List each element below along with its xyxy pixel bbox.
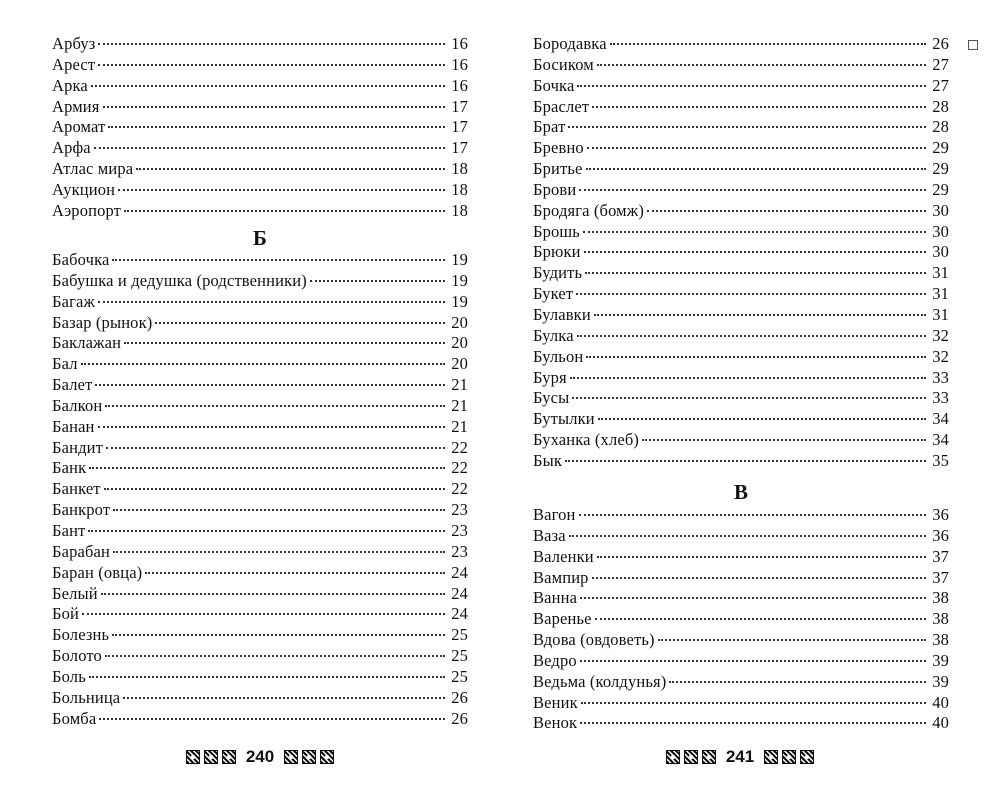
dot-leader <box>118 189 445 191</box>
index-entry <box>52 159 468 180</box>
index-entry <box>52 604 468 625</box>
dot-leader <box>577 335 926 337</box>
entry-term: Букет <box>533 284 574 304</box>
entry-page-number: 36 <box>932 525 949 545</box>
dot-leader <box>594 314 926 316</box>
dot-leader <box>586 356 926 358</box>
entry-page-number: 25 <box>451 666 468 686</box>
entry-page-number: 39 <box>932 671 949 691</box>
entry-term: Буханка (хлеб) <box>533 430 640 450</box>
entry-page-number: 17 <box>451 138 468 158</box>
entry-page-number: 33 <box>932 367 949 387</box>
index-entry <box>533 263 949 284</box>
entry-page-number: 29 <box>932 179 949 199</box>
index-entry <box>52 117 468 138</box>
entry-term: Венок <box>533 713 578 733</box>
entry-term: Боль <box>52 666 86 686</box>
entry-term: Вампир <box>533 567 589 587</box>
entry-page-number: 24 <box>451 562 468 582</box>
page-footer <box>170 745 350 769</box>
dot-leader <box>569 535 926 537</box>
index-entry <box>533 588 949 609</box>
dot-leader <box>592 106 926 108</box>
dot-leader <box>579 189 926 191</box>
dot-leader <box>580 722 926 724</box>
section-heading-b: Б <box>253 226 267 250</box>
entry-term: Болезнь <box>52 625 110 645</box>
entry-term: Босиком <box>533 54 594 74</box>
entry-page-number: 34 <box>932 430 949 450</box>
entry-term: Брат <box>533 117 566 137</box>
entry-page-number: 23 <box>451 541 468 561</box>
index-entry <box>52 250 468 271</box>
dot-leader <box>647 210 926 212</box>
index-entry <box>52 542 468 563</box>
entry-term: Ведьма (колдунья) <box>533 671 667 691</box>
entry-page-number: 22 <box>451 437 468 457</box>
corner-mark-icon <box>968 40 978 50</box>
ornament-icon <box>782 750 796 764</box>
entry-term: Буря <box>533 367 567 387</box>
entry-page-number: 27 <box>932 75 949 95</box>
index-entry <box>533 630 949 651</box>
entry-term: Бульон <box>533 346 584 366</box>
index-entry <box>52 646 468 667</box>
index-entry <box>52 438 468 459</box>
entry-page-number: 24 <box>451 583 468 603</box>
entry-page-number: 20 <box>451 354 468 374</box>
index-entry <box>52 500 468 521</box>
entry-term: Варенье <box>533 609 592 629</box>
index-entry <box>533 547 949 568</box>
index-entry <box>52 709 468 730</box>
entry-page-number: 36 <box>932 505 949 524</box>
index-entry <box>52 458 468 479</box>
entry-term: Булка <box>533 325 574 345</box>
entry-term: Бандит <box>52 437 103 457</box>
entry-page-number: 38 <box>932 609 949 629</box>
page-number: 240 <box>245 747 275 766</box>
ornament-icon <box>320 750 334 764</box>
entry-term: Бабушка и дедушка (родственники) <box>52 270 307 290</box>
dot-leader <box>98 301 445 303</box>
dot-leader <box>310 280 445 282</box>
dot-leader <box>586 168 926 170</box>
entry-term: Банан <box>52 416 95 436</box>
index-entry <box>52 55 468 76</box>
entry-page-number: 22 <box>451 479 468 499</box>
entry-term: Банкет <box>52 479 101 499</box>
dot-leader <box>587 147 926 149</box>
entry-page-number: 26 <box>451 687 468 707</box>
ornament-icon <box>702 750 716 764</box>
dot-leader <box>103 106 445 108</box>
dot-leader <box>106 447 445 449</box>
entry-page-number: 32 <box>932 325 949 345</box>
entry-page-number: 16 <box>451 34 468 53</box>
entry-term: Балкон <box>52 395 103 415</box>
entry-page-number: 23 <box>451 500 468 520</box>
entry-term: Будить <box>533 263 583 283</box>
entry-term: Арест <box>52 54 96 74</box>
dot-leader <box>576 293 926 295</box>
dot-leader <box>598 418 926 420</box>
index-entry <box>533 159 949 180</box>
dot-leader <box>579 514 926 516</box>
index-entry <box>533 138 949 159</box>
entry-term: Брошь <box>533 221 580 241</box>
entry-term: Вдова (овдоветь) <box>533 630 655 650</box>
ornament-icon <box>764 750 778 764</box>
dot-leader <box>585 272 926 274</box>
entry-term: Бочка <box>533 75 575 95</box>
entry-page-number: 34 <box>932 409 949 429</box>
entry-page-number: 30 <box>932 242 949 262</box>
entry-term: Бородавка <box>533 34 607 53</box>
index-entry <box>533 672 949 693</box>
dot-leader <box>580 597 926 599</box>
index-entry <box>533 76 949 97</box>
index-entry <box>533 347 949 368</box>
index-entry <box>52 271 468 292</box>
index-entry <box>52 584 468 605</box>
dot-leader <box>570 377 926 379</box>
dot-leader <box>112 259 445 261</box>
index-entry <box>52 625 468 646</box>
entry-term: Бой <box>52 604 80 624</box>
entry-page-number: 21 <box>451 375 468 395</box>
entry-page-number: 19 <box>451 270 468 290</box>
index-entry <box>533 609 949 630</box>
dot-leader <box>583 231 926 233</box>
entry-term: Аукцион <box>52 179 116 199</box>
entry-term: Арка <box>52 75 88 95</box>
entry-term: Браслет <box>533 96 590 116</box>
entry-term: Баран (овца) <box>52 562 143 582</box>
entry-term: Больница <box>52 687 121 707</box>
index-entry <box>52 688 468 709</box>
entry-term: Валенки <box>533 546 594 566</box>
index-list-b-section-cont <box>533 34 949 472</box>
entry-page-number: 37 <box>932 567 949 587</box>
entry-page-number: 38 <box>932 630 949 650</box>
index-entry <box>533 388 949 409</box>
dot-leader <box>81 363 445 365</box>
entry-page-number: 23 <box>451 520 468 540</box>
dot-leader <box>580 660 926 662</box>
dot-leader <box>98 426 445 428</box>
dot-leader <box>113 551 445 553</box>
entry-page-number: 37 <box>932 546 949 566</box>
entry-page-number: 29 <box>932 159 949 179</box>
entry-term: Бык <box>533 450 563 470</box>
index-entry <box>52 521 468 542</box>
entry-term: Аэропорт <box>52 200 122 220</box>
dot-leader <box>88 530 445 532</box>
entry-page-number: 28 <box>932 96 949 116</box>
dot-leader <box>658 639 926 641</box>
dot-leader <box>108 126 445 128</box>
entry-page-number: 40 <box>932 713 949 733</box>
index-entry <box>52 313 468 334</box>
entry-page-number: 18 <box>451 179 468 199</box>
dot-leader <box>105 405 445 407</box>
ornament-icon <box>284 750 298 764</box>
ornament-icon <box>186 750 200 764</box>
index-entry <box>533 430 949 451</box>
dot-leader <box>124 210 445 212</box>
entry-page-number: 21 <box>451 395 468 415</box>
index-entry <box>52 76 468 97</box>
ornament-icon <box>302 750 316 764</box>
index-entry <box>52 396 468 417</box>
entry-page-number: 31 <box>932 263 949 283</box>
index-entry <box>52 375 468 396</box>
entry-page-number: 30 <box>932 221 949 241</box>
index-entry <box>533 180 949 201</box>
entry-page-number: 25 <box>451 646 468 666</box>
entry-term: Брюки <box>533 242 581 262</box>
entry-page-number: 16 <box>451 75 468 95</box>
index-entry <box>533 713 949 734</box>
index-list-v-section <box>533 505 949 734</box>
entry-page-number: 21 <box>451 416 468 436</box>
index-list-b-section <box>52 250 468 729</box>
ornament-icon <box>222 750 236 764</box>
dot-leader <box>124 342 445 344</box>
dot-leader <box>113 509 445 511</box>
entry-term: Арфа <box>52 138 91 158</box>
index-entry <box>533 55 949 76</box>
dot-leader <box>565 460 926 462</box>
ornament-icon <box>800 750 814 764</box>
dot-leader <box>99 718 445 720</box>
entry-page-number: 32 <box>932 346 949 366</box>
index-entry <box>533 242 949 263</box>
entry-term: Ваза <box>533 525 566 545</box>
dot-leader <box>123 697 445 699</box>
index-entry <box>533 568 949 589</box>
entry-page-number: 33 <box>932 388 949 408</box>
dot-leader <box>568 126 926 128</box>
page-number: 241 <box>725 747 755 766</box>
index-entry <box>533 117 949 138</box>
index-entry <box>533 526 949 547</box>
entry-term: Белый <box>52 583 98 603</box>
entry-term: Барабан <box>52 541 110 561</box>
dot-leader <box>155 322 445 324</box>
entry-term: Атлас мира <box>52 159 134 179</box>
entry-page-number: 17 <box>451 96 468 116</box>
index-entry <box>52 333 468 354</box>
entry-page-number: 20 <box>451 312 468 332</box>
index-entry <box>52 180 468 201</box>
entry-page-number: 22 <box>451 458 468 478</box>
entry-term: Бабочка <box>52 250 110 269</box>
section-heading-v: В <box>733 480 748 504</box>
dot-leader <box>98 43 445 45</box>
entry-term: Бритье <box>533 159 583 179</box>
ornament-icon <box>666 750 680 764</box>
ornament-icon <box>204 750 218 764</box>
entry-term: Вагон <box>533 505 576 524</box>
index-list-a-section <box>52 34 468 222</box>
entry-term: Банк <box>52 458 87 478</box>
index-entry <box>52 138 468 159</box>
entry-term: Брови <box>533 179 577 199</box>
entry-page-number: 19 <box>451 291 468 311</box>
dot-leader <box>136 168 445 170</box>
entry-term: Бусы <box>533 388 570 408</box>
dot-leader <box>89 467 445 469</box>
dot-leader <box>112 634 445 636</box>
entry-page-number: 27 <box>932 54 949 74</box>
index-entry <box>52 417 468 438</box>
entry-page-number: 38 <box>932 588 949 608</box>
dot-leader <box>82 613 445 615</box>
dot-leader <box>572 397 926 399</box>
entry-term: Булавки <box>533 304 591 324</box>
index-entry <box>533 693 949 714</box>
entry-page-number: 16 <box>451 54 468 74</box>
dot-leader <box>101 593 445 595</box>
dot-leader <box>592 577 926 579</box>
entry-page-number: 29 <box>932 138 949 158</box>
dot-leader <box>610 43 926 45</box>
index-entry <box>52 292 468 313</box>
entry-page-number: 26 <box>932 34 949 53</box>
entry-term: Армия <box>52 96 100 116</box>
entry-term: Бант <box>52 520 86 540</box>
entry-page-number: 28 <box>932 117 949 137</box>
entry-term: Базар (рынок) <box>52 312 153 332</box>
index-entry <box>533 368 949 389</box>
dot-leader <box>98 64 445 66</box>
entry-term: Веник <box>533 692 578 712</box>
index-entry <box>52 34 468 55</box>
entry-term: Бревно <box>533 138 584 158</box>
index-entry <box>52 97 468 118</box>
entry-term: Балет <box>52 375 93 395</box>
index-entry <box>52 563 468 584</box>
entry-term: Баклажан <box>52 333 122 353</box>
page-footer <box>650 745 830 769</box>
entry-page-number: 19 <box>451 250 468 269</box>
entry-page-number: 40 <box>932 692 949 712</box>
entry-term: Ванна <box>533 588 578 608</box>
dot-leader <box>104 488 445 490</box>
entry-page-number: 31 <box>932 284 949 304</box>
dot-leader <box>89 676 445 678</box>
index-entry <box>533 451 949 472</box>
index-entry <box>533 284 949 305</box>
ornament-icon <box>684 750 698 764</box>
dot-leader <box>105 655 445 657</box>
entry-page-number: 20 <box>451 333 468 353</box>
index-entry <box>533 201 949 222</box>
entry-term: Бутылки <box>533 409 595 429</box>
entry-term: Бродяга (бомж) <box>533 200 644 220</box>
index-entry <box>52 479 468 500</box>
entry-page-number: 35 <box>932 450 949 470</box>
index-entry <box>52 354 468 375</box>
dot-leader <box>597 64 926 66</box>
index-entry <box>533 305 949 326</box>
dot-leader <box>595 618 926 620</box>
index-entry <box>533 651 949 672</box>
entry-page-number: 18 <box>451 200 468 220</box>
entry-page-number: 26 <box>451 708 468 728</box>
entry-term: Банкрот <box>52 500 111 520</box>
dot-leader <box>94 147 445 149</box>
index-entry <box>52 201 468 222</box>
entry-page-number: 25 <box>451 625 468 645</box>
entry-term: Болото <box>52 646 102 666</box>
index-entry <box>533 505 949 526</box>
dot-leader <box>597 556 926 558</box>
index-entry <box>533 34 949 55</box>
entry-term: Ведро <box>533 650 577 670</box>
dot-leader <box>584 251 926 253</box>
entry-term: Арбуз <box>52 34 96 53</box>
entry-page-number: 24 <box>451 604 468 624</box>
dot-leader <box>577 85 926 87</box>
entry-term: Бомба <box>52 708 97 728</box>
index-entry <box>533 326 949 347</box>
entry-term: Аромат <box>52 117 106 137</box>
entry-page-number: 31 <box>932 304 949 324</box>
dot-leader <box>669 681 926 683</box>
index-entry <box>533 97 949 118</box>
dot-leader <box>581 702 926 704</box>
dot-leader <box>95 384 445 386</box>
dot-leader <box>145 572 445 574</box>
dot-leader <box>91 85 445 87</box>
entry-term: Багаж <box>52 291 96 311</box>
entry-page-number: 30 <box>932 200 949 220</box>
index-entry <box>533 222 949 243</box>
entry-page-number: 39 <box>932 650 949 670</box>
entry-page-number: 17 <box>451 117 468 137</box>
index-entry <box>52 667 468 688</box>
dot-leader <box>642 439 926 441</box>
entry-page-number: 18 <box>451 159 468 179</box>
index-entry <box>533 409 949 430</box>
entry-term: Бал <box>52 354 78 374</box>
